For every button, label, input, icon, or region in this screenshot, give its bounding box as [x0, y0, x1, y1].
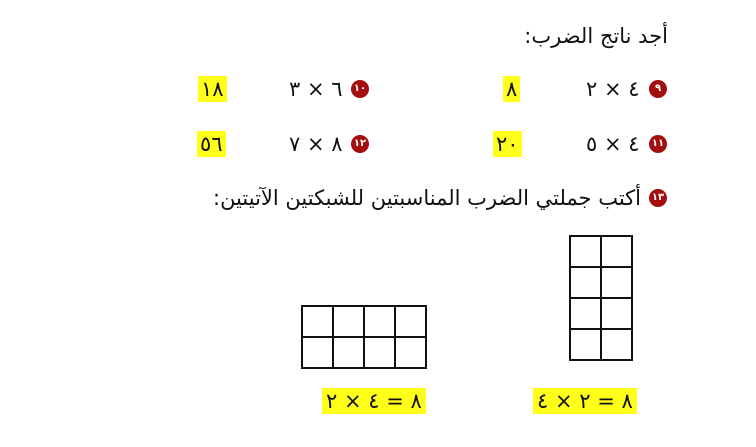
problem-expression: ٦ × ٣: [289, 77, 343, 101]
grid-cell: [365, 307, 394, 336]
grid-cell: [334, 338, 363, 367]
grid-cell: [396, 307, 425, 336]
grid-cell: [602, 330, 631, 359]
grid-cell: [571, 299, 600, 328]
problem-number-badge: ١١: [649, 135, 667, 153]
grid-cell: [602, 299, 631, 328]
instruction-heading: أجد ناتج الضرب:: [524, 24, 668, 48]
grid-cell: [602, 237, 631, 266]
vertical-grid-answer: ٨ = ٢ × ٤: [533, 388, 637, 414]
grid-cell: [602, 268, 631, 297]
problem-answer: ١٨: [198, 76, 227, 102]
problem-answer: ٢٠: [493, 131, 522, 157]
problem-number-badge: ١٢: [351, 135, 369, 153]
grid-cell: [571, 268, 600, 297]
problem-answer: ٥٦: [197, 131, 226, 157]
grid-cell: [396, 338, 425, 367]
grid-2-by-4: [569, 235, 633, 361]
problem-expression: ٨ × ٧: [289, 132, 343, 156]
grid-4-by-2: [301, 305, 427, 369]
grid-cell: [303, 338, 332, 367]
problem-number-badge: ١٠: [351, 80, 369, 98]
grid-cell: [571, 330, 600, 359]
grid-cell: [303, 307, 332, 336]
grid-cell: [334, 307, 363, 336]
problem-number-badge: ٩: [649, 80, 667, 98]
question-number-badge: ١٣: [649, 189, 667, 207]
horizontal-grid-answer: ٨ = ٤ × ٢: [322, 388, 426, 414]
problem-expression: ٤ × ٥: [586, 132, 640, 156]
grid-cell: [365, 338, 394, 367]
grid-cell: [571, 237, 600, 266]
question-13-text: أكتب جملتي الضرب المناسبتين للشبكتين الآتيتين:: [213, 186, 641, 210]
problem-expression: ٤ × ٢: [586, 77, 640, 101]
problem-answer: ٨: [503, 76, 520, 102]
